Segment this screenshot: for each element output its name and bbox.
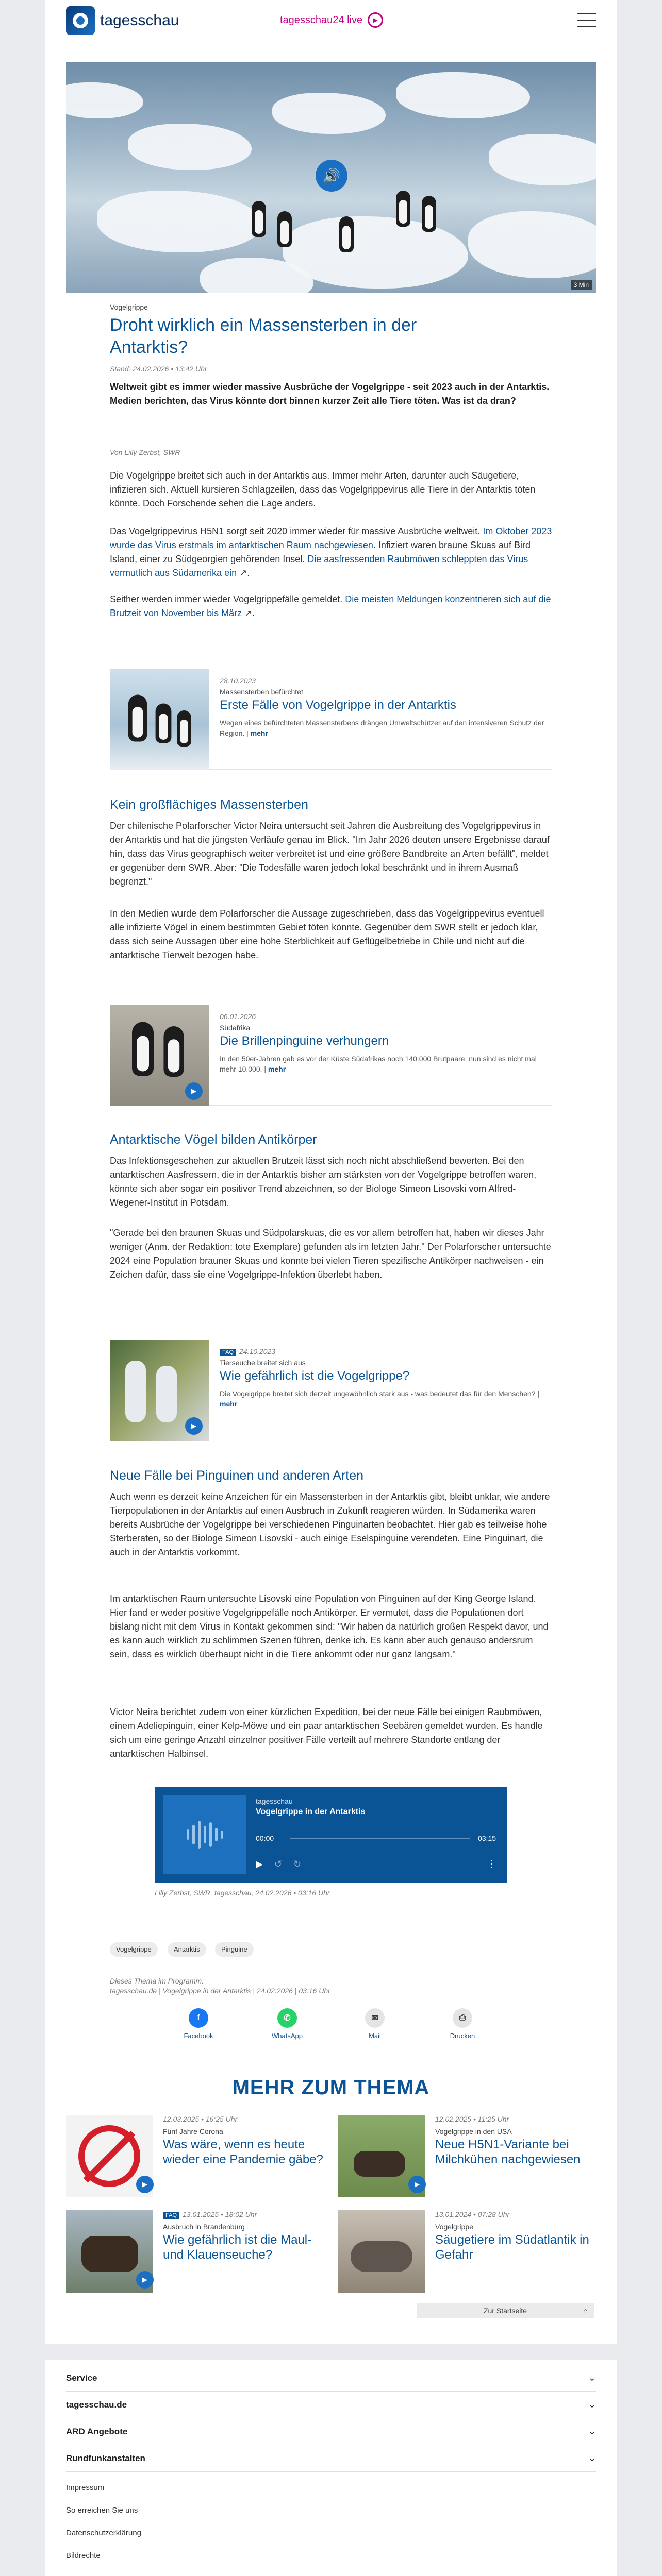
penguin-icon [252,201,266,237]
teaser-title[interactable]: Wie gefährlich ist die Vogelgrippe? [220,1369,410,1383]
related-date: 12.02.2025 • 11:25 Uhr [435,2115,509,2123]
article-date: Stand: 24.02.2026 • 13:42 Uhr [110,365,207,373]
tag-list [110,1942,316,1957]
tag-chip[interactable]: Vogelgrippe [110,1942,158,1957]
penguin-icon [277,211,292,247]
play-icon[interactable]: ▶ [185,1082,203,1100]
teaser-card[interactable] [110,1340,552,1440]
tagesschau-logo-icon [66,6,95,35]
section-heading-3: Neue Fälle bei Pinguinen und anderen Arten [110,1468,364,1483]
related-card[interactable] [66,2210,324,2293]
teaser-topline: Südafrika [220,1024,251,1032]
paragraph-1: Die Vogelgrippe breitet sich auch in der Antarktis aus. Immer mehr Arten, darunter auch Säugetiere, infizieren sich. Aktuell kursieren Schlagzeilen, dass das Vogelgrippevirus alle Tiere in der Antarktis töten könnte. Doch Forschende sehen die Lage anders. [110,470,536,509]
article-lead: Weltweit gibt es immer wieder massive Ausbrüche der Vogelgrippe - seit 2023 auch in der Antarktis. Medien berichten, das Virus könnte dort binnen kurzer Zeit alle Tiere töten. Was ist da dran? [110,382,550,406]
article-author: Von Lilly Zerbst, SWR [110,448,180,456]
footer-link[interactable]: Bildrechte [66,2551,101,2560]
teaser-image [110,1005,209,1106]
footer-link[interactable]: Impressum [66,2483,105,2492]
play-icon: ▶ [368,12,383,28]
whatsapp-icon: ✆ [277,2008,297,2028]
related-date: 12.03.2025 • 16:25 Uhr [163,2115,238,2123]
penguin-icon [339,216,354,252]
penguin-icon [422,196,436,232]
home-label: Zur Startseite [483,2307,527,2315]
facebook-icon: f [189,2008,208,2028]
paragraph-4: Der chilenische Polarforscher Victor Neira untersucht seit Jahren die Ausbreitung des Vogelgrippevirus in der Antarktis und hat die jüngsten Verläufe genau im Blick. "Im Jahr 2026 deuten unsere Ergebnisse darauf hin, dass das Virus geographisch weiter verbreitet ist und eine größere Bandbreite an Arten befällt", meldet er gegenüber dem SWR. Aber: "Die Todesfälle waren jedoch lokal beschränkt und in ihrem Ausmaß begrenzt." [110,821,550,887]
related-card[interactable] [338,2115,596,2197]
related-date [163,2210,324,2218]
audio-time-current: 00:00 [256,1834,274,1842]
audio-title: Vogelgrippe in der Antarktis [256,1807,366,1816]
related-card[interactable] [66,2115,324,2197]
live-link[interactable] [280,12,383,28]
share-label: Facebook [184,2032,213,2040]
chevron-down-icon: ⌄ [588,2426,596,2436]
faq-badge: FAQ [163,2212,179,2219]
audio-source: tagesschau [256,1797,293,1805]
text: Seither werden immer wieder Vogelgrippefälle gemeldet. [110,594,345,604]
text: In den 50er-Jahren gab es vor der Küste Südafrikas noch 140.000 Brutpaare, nun sind es nicht mal mehr 10.000. [220,1055,537,1074]
more-link[interactable]: mehr [268,1065,286,1074]
related-topline: Ausbruch in Brandenburg [163,2223,245,2231]
related-date: 13.01.2024 • 07:28 Uhr [435,2210,510,2218]
footer-section[interactable] [66,2418,596,2445]
footer-section-label: Service [66,2372,97,2383]
mail-icon: ✉ [365,2008,385,2028]
play-icon[interactable]: ▶ [136,2271,154,2289]
related-topline: Vogelgrippe [435,2223,473,2231]
main-content [45,41,617,2344]
chevron-down-icon: ⌄ [588,2372,596,2383]
paragraph-5: In den Medien wurde dem Polarforscher die Aussage zugeschrieben, dass das Vogelgrippevirus eventuell alle infizierte Vögel in einem bestimmten Gebiet töten könnte. Gegenüber dem SWR stellt er jedoch klar, dass sich seine Aussagen über eine hohe Sterblichkeit auf Geflügelbetriebe in Chile und nicht auf die antarktische Tierwelt bezogen habe. [110,908,544,960]
site-footer [45,2360,617,2576]
section-heading-1: Kein großflächiges Massensterben [110,798,308,812]
article-topline: Vogelgrippe [110,303,148,311]
penguin-icon [396,191,410,227]
more-options-icon[interactable]: ⋮ [487,1859,496,1869]
print-icon: ⎙ [453,2008,472,2028]
footer-section[interactable] [66,2445,596,2472]
related-title[interactable]: Was wäre, wenn es heute wieder eine Pandemie gäbe? [163,2138,323,2166]
paragraph-3: Seither werden immer wieder Vogelgrippefälle gemeldet. Die meisten Meldungen konzentrieren sich auf die Brutzeit von November bis März ↗. [110,594,551,618]
footer-section[interactable] [66,2392,596,2418]
hero-duration: 3 Min [571,280,592,290]
audio-progress-bar[interactable] [290,1838,470,1839]
related-image [338,2115,425,2197]
more-link[interactable]: mehr [250,729,268,738]
teaser-card[interactable] [110,1005,552,1106]
teaser-date: 28.10.2023 [220,676,256,685]
share-label: Mail [369,2032,381,2040]
teaser-title[interactable]: Die Brillenpinguine verhungern [220,1034,389,1048]
share-facebook[interactable] [178,2008,219,2040]
paragraph-10: Victor Neira berichtet zudem von einer kürzlichen Expedition, bei der neue Fälle bei einigen Raubmöwen, einem Adeliepinguin, einer Kelp-Möwe und ein paar antarktischen Seebären gemeldet wurden. Es handle sich um eine geringe Anzahl einzelner positiver Fälle verteilt auf mehrere Standorte entlang der antarktischen Halbinsel. [110,1707,543,1759]
related-topline: Fünf Jahre Corona [163,2127,223,2136]
hero-image [66,62,596,293]
link-raubmoewen[interactable]: Die aasfressenden Raubmöwen schleppten das Virus vermutlich aus Südamerika ein [110,554,528,578]
related-title[interactable]: Wie gefährlich ist die Maul- und Klauenseuche? [163,2233,312,2262]
footer-link[interactable]: Datenschutzerklärung [66,2529,141,2537]
share-label: Drucken [450,2032,475,2040]
text: . Infiziert waren braune Skuas auf Bird Island, einer zu Südgeorgien gehörenden Insel. [110,540,531,564]
share-label: WhatsApp [272,2032,303,2040]
play-icon[interactable]: ▶ [136,2176,154,2193]
text: Wegen eines befürchteten Massensterbens drängen Umweltschützer auf den intensiveren Schutz der Region. [220,719,544,738]
home-button[interactable] [417,2303,594,2318]
teaser-date [220,1347,552,1355]
teaser-text: Wegen eines befürchteten Massensterbens drängen Umweltschützer auf den intensiveren Schutz der Region. | mehr [220,719,544,738]
tag-chip[interactable]: Antarktis [168,1942,206,1957]
faq-badge: FAQ [220,1349,236,1356]
teaser-card[interactable] [110,669,552,770]
link-brutzeit[interactable]: Die meisten Meldungen konzentrieren sich auf die Brutzeit von November bis März [110,594,551,618]
logo-text: tagesschau [100,12,179,29]
share-print[interactable] [442,2008,483,2040]
source-line: Lilly Zerbst, SWR, tagesschau, 24.02.2026 • 03:16 Uhr [155,1889,330,1897]
audio-time-total: 03:15 [477,1834,496,1842]
live-label: tagesschau24 live [280,14,363,26]
article-title: Droht wirklich ein Massensterben in der Antarktis? [110,315,417,357]
site-header [45,0,617,41]
section-heading-2: Antarktische Vögel bilden Antikörper [110,1132,317,1147]
text: Die Vogelgrippe breitet sich derzeit ungewöhnlich stark aus - was bedeutet das für den Menschen? [220,1389,536,1398]
footer-link[interactable]: So erreichen Sie uns [66,2506,138,2515]
program-label: Dieses Thema im Programm: [110,1977,204,1985]
hamburger-menu-icon[interactable] [577,13,596,27]
teaser-title[interactable]: Erste Fälle von Vogelgrippe in der Antarktis [220,698,456,712]
home-icon: ⌂ [583,2307,588,2315]
related-image [66,2115,153,2197]
share-whatsapp[interactable] [267,2008,308,2040]
footer-section-label: Rundfunkanstalten [66,2453,145,2463]
paragraph-9: Im antarktischen Raum untersuchte Lisovski eine Population von Pinguinen auf der King George Island. Hier fand er weder positive Vogelgrippefälle noch Antikörper. Er vermutet, dass die Populationen dort bislang nicht mit dem Virus in Kontakt gekommen sind: "Wir haben da natürlich großen Respekt davor, und es kann auch wirklich zu schlimmen Szenen führen, denke ich. Es kann aber auch genauso andersrum sein, dass es wirklich überhaupt nicht in die Tiere ankommt oder nur ganz langsam." [110,1594,549,1659]
forward-icon[interactable]: ↻ [293,1859,302,1869]
teaser-text: In den 50er-Jahren gab es vor der Küste Südafrikas noch 140.000 Brutpaare, nun sind es nicht mal mehr 10.000. | mehr [220,1055,537,1074]
audio-play-button[interactable]: 🔊 [316,160,347,192]
teaser-topline: Tierseuche breitet sich aus [220,1359,306,1367]
audio-waveform-icon [163,1795,246,1874]
play-icon[interactable]: ▶ [256,1859,263,1869]
text: 24.10.2023 [239,1347,276,1355]
play-icon[interactable]: ▶ [185,1417,203,1435]
footer-section-label: tagesschau.de [66,2399,127,2410]
text: Das Vogelgrippevirus H5N1 sorgt seit 2020 immer wieder für massive Ausbrüche weltweit. [110,526,483,536]
program-text[interactable]: tagesschau.de | Vogelgrippe in der Antarktis | 24.02.2026 | 03:16 Uhr [110,1987,330,1995]
paragraph-7: "Gerade bei den braunen Skuas und Südpolarskuas, die es vor allem betroffen hat, haben wir dieses Jahr weniger (Anm. der Redaktion: tote Exemplare) gefunden als im letzten Jahr." Der Polarforscher untersuchte 2024 eine Population brauner Skuas und konnte bei vielen Tieren spezifische Antikörper nachweisen - ein Zeichen dafür, dass sie eine Vogelgrippe-Infektion überlebt haben. [110,1228,551,1280]
related-title[interactable]: Säugetiere im Südatlantik in Gefahr [435,2233,589,2262]
paragraph-8: Auch wenn es derzeit keine Anzeichen für ein Massensterben in der Antarktis gibt, bleibt unklar, wie andere Tierpopulationen in der Antarktis auf einen Ausbruch in Zukunft reagieren würden. In Südamerika waren bereits Ausbrüche der Vogelgrippe bei verschiedenen Pinguinarten beobachtet. Hier gab es teilweise hohe Sterberaten, so der Biologe Simeon Lisovski - auch einige Eselspinguine verendeten. Eine Pinguinart, die auch in der Antarktis vorkommt. [110,1492,550,1557]
mehr-zum-thema-heading: MEHR ZUM THEMA [232,2076,430,2099]
more-link[interactable]: mehr [220,1400,238,1409]
tag-chip[interactable]: Pinguine [215,1942,254,1957]
teaser-image [110,669,209,770]
site-logo[interactable] [66,6,179,35]
chevron-down-icon: ⌄ [588,2399,596,2410]
related-topline: Vogelgrippe in den USA [435,2127,512,2136]
related-card[interactable] [338,2210,596,2293]
teaser-topline: Massensterben befürchtet [220,688,303,696]
related-image [338,2210,425,2293]
teaser-date: 06.01.2026 [220,1012,256,1021]
related-image [66,2210,153,2293]
audio-player [155,1787,507,1883]
text: 13.01.2025 • 18:02 Uhr [183,2210,257,2218]
teaser-text: Die Vogelgrippe breitet sich derzeit ungewöhnlich stark aus - was bedeutet das für den Menschen? | mehr [220,1389,540,1409]
link-oktober-2023[interactable]: Im Oktober 2023 wurde das Virus erstmals im antarktischen Raum nachgewiesen [110,526,552,550]
play-icon[interactable]: ▶ [408,2176,426,2193]
footer-section-label: ARD Angebote [66,2426,128,2436]
paragraph-2: Das Vogelgrippevirus H5N1 sorgt seit 2020 immer wieder für massive Ausbrüche weltweit. Im Oktober 2023 wurde das Virus erstmals im antarktischen Raum nachgewiesen. Infiziert waren braune Skuas auf Bird Island, einer zu Südgeorgien gehörenden Insel. Die aasfressenden Raubmöwen schleppten das Virus vermutlich aus Südamerika ein ↗. [110,526,552,578]
chevron-down-icon: ⌄ [588,2453,596,2463]
footer-section[interactable] [66,2365,596,2392]
share-mail[interactable] [354,2008,395,2040]
related-title[interactable]: Neue H5N1-Variante bei Milchkühen nachgewiesen [435,2138,581,2166]
rewind-icon[interactable]: ↺ [274,1859,282,1869]
paragraph-6: Das Infektionsgeschehen zur aktuellen Brutzeit lässt sich noch nicht abschließend bewerten. Bei den antarktischen Aasfressern, die in der Antarktis bisher am stärksten von der Vogelgrippe betroffen waren, könnte sich aber sogar ein positiver Trend abzeichnen, so der Biologe Simeon Lisovski vom Alfred-Wegener-Institut in Potsdam. [110,1156,537,1208]
teaser-image [110,1340,209,1441]
